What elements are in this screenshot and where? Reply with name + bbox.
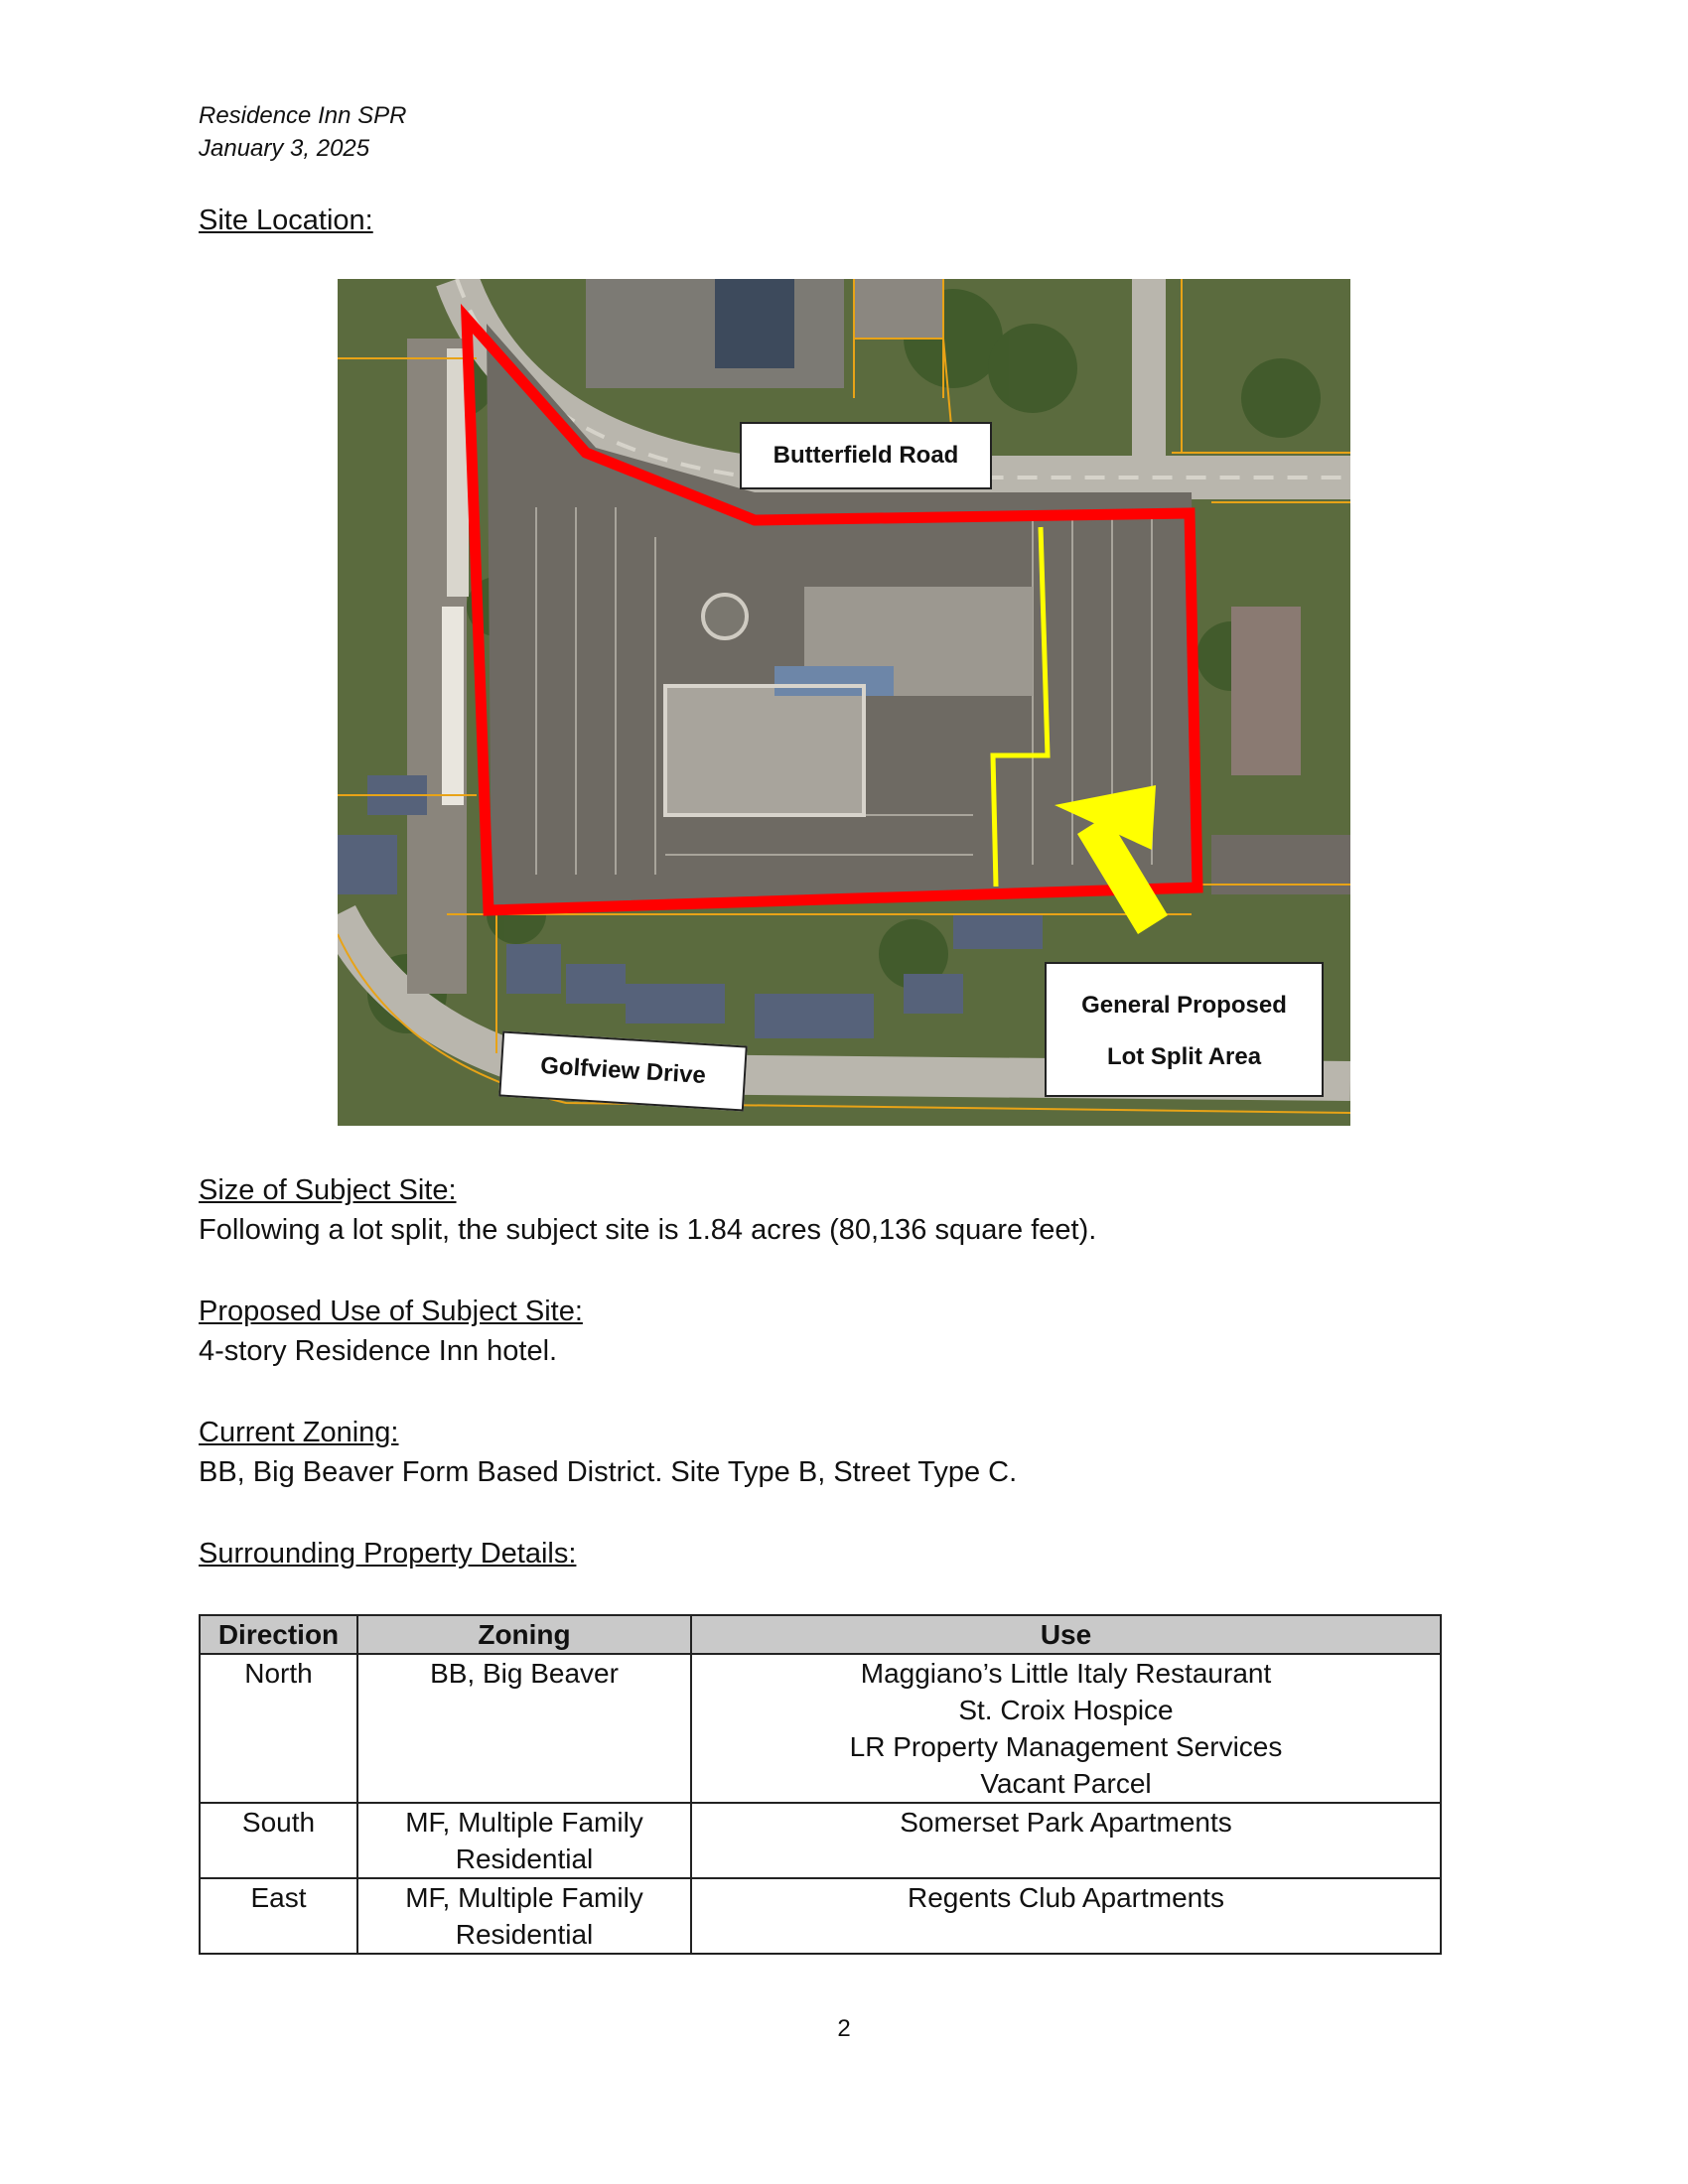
use-line: St. Croix Hospice	[958, 1695, 1174, 1725]
golfview-drive-label: Golfview Drive	[498, 1031, 748, 1112]
column-header-zoning: Zoning	[357, 1615, 691, 1654]
table-header-row	[200, 1615, 1441, 1654]
zoning-line: MF, Multiple Family	[405, 1807, 643, 1838]
table-row-south	[200, 1803, 1441, 1878]
butterfield-road-label: Butterfield Road	[740, 422, 992, 489]
table-row-north	[200, 1654, 1441, 1803]
cell-use	[691, 1878, 1441, 1954]
proposed-use-heading: Proposed Use of Subject Site:	[199, 1296, 583, 1327]
use-line: Regents Club Apartments	[907, 1882, 1225, 1913]
surrounding-property-table	[199, 1614, 1442, 1955]
use-line: Somerset Park Apartments	[900, 1807, 1232, 1838]
lot-split-area-label	[1045, 962, 1324, 1097]
use-line: LR Property Management Services	[849, 1731, 1283, 1762]
site-location-heading: Site Location:	[199, 205, 373, 236]
aerial-site-map	[338, 279, 1350, 1126]
size-heading: Size of Subject Site:	[199, 1174, 457, 1206]
zoning-heading: Current Zoning:	[199, 1417, 399, 1448]
cell-use	[691, 1803, 1441, 1878]
page-number: 2	[837, 2015, 851, 2042]
document-date: January 3, 2025	[199, 135, 370, 162]
zoning-text: BB, Big Beaver Form Based District. Site Type B, Street Type C.	[199, 1456, 1018, 1488]
column-header-use: Use	[691, 1615, 1441, 1654]
cell-direction: North	[200, 1654, 357, 1803]
zoning-line: MF, Multiple Family	[405, 1882, 643, 1913]
column-header-direction: Direction	[200, 1615, 357, 1654]
cell-direction: South	[200, 1803, 357, 1878]
surrounding-heading: Surrounding Property Details:	[199, 1538, 577, 1570]
lot-split-label-line1: General Proposed	[1081, 992, 1287, 1019]
cell-zoning	[357, 1878, 691, 1954]
zoning-line: Residential	[455, 1843, 594, 1874]
zoning-line: BB, Big Beaver	[430, 1658, 619, 1689]
proposed-use-text: 4-story Residence Inn hotel.	[199, 1335, 558, 1367]
zoning-line: Residential	[455, 1919, 594, 1950]
size-text: Following a lot split, the subject site is 1.84 acres (80,136 square feet).	[199, 1214, 1097, 1246]
use-line: Maggiano’s Little Italy Restaurant	[860, 1658, 1272, 1689]
cell-direction: East	[200, 1878, 357, 1954]
lot-split-label-line2: Lot Split Area	[1106, 1043, 1262, 1070]
cell-zoning	[357, 1654, 691, 1803]
cell-zoning	[357, 1803, 691, 1878]
document-title: Residence Inn SPR	[199, 102, 407, 129]
table-row-east	[200, 1878, 1441, 1954]
cell-use	[691, 1654, 1441, 1803]
use-line: Vacant Parcel	[980, 1768, 1152, 1799]
